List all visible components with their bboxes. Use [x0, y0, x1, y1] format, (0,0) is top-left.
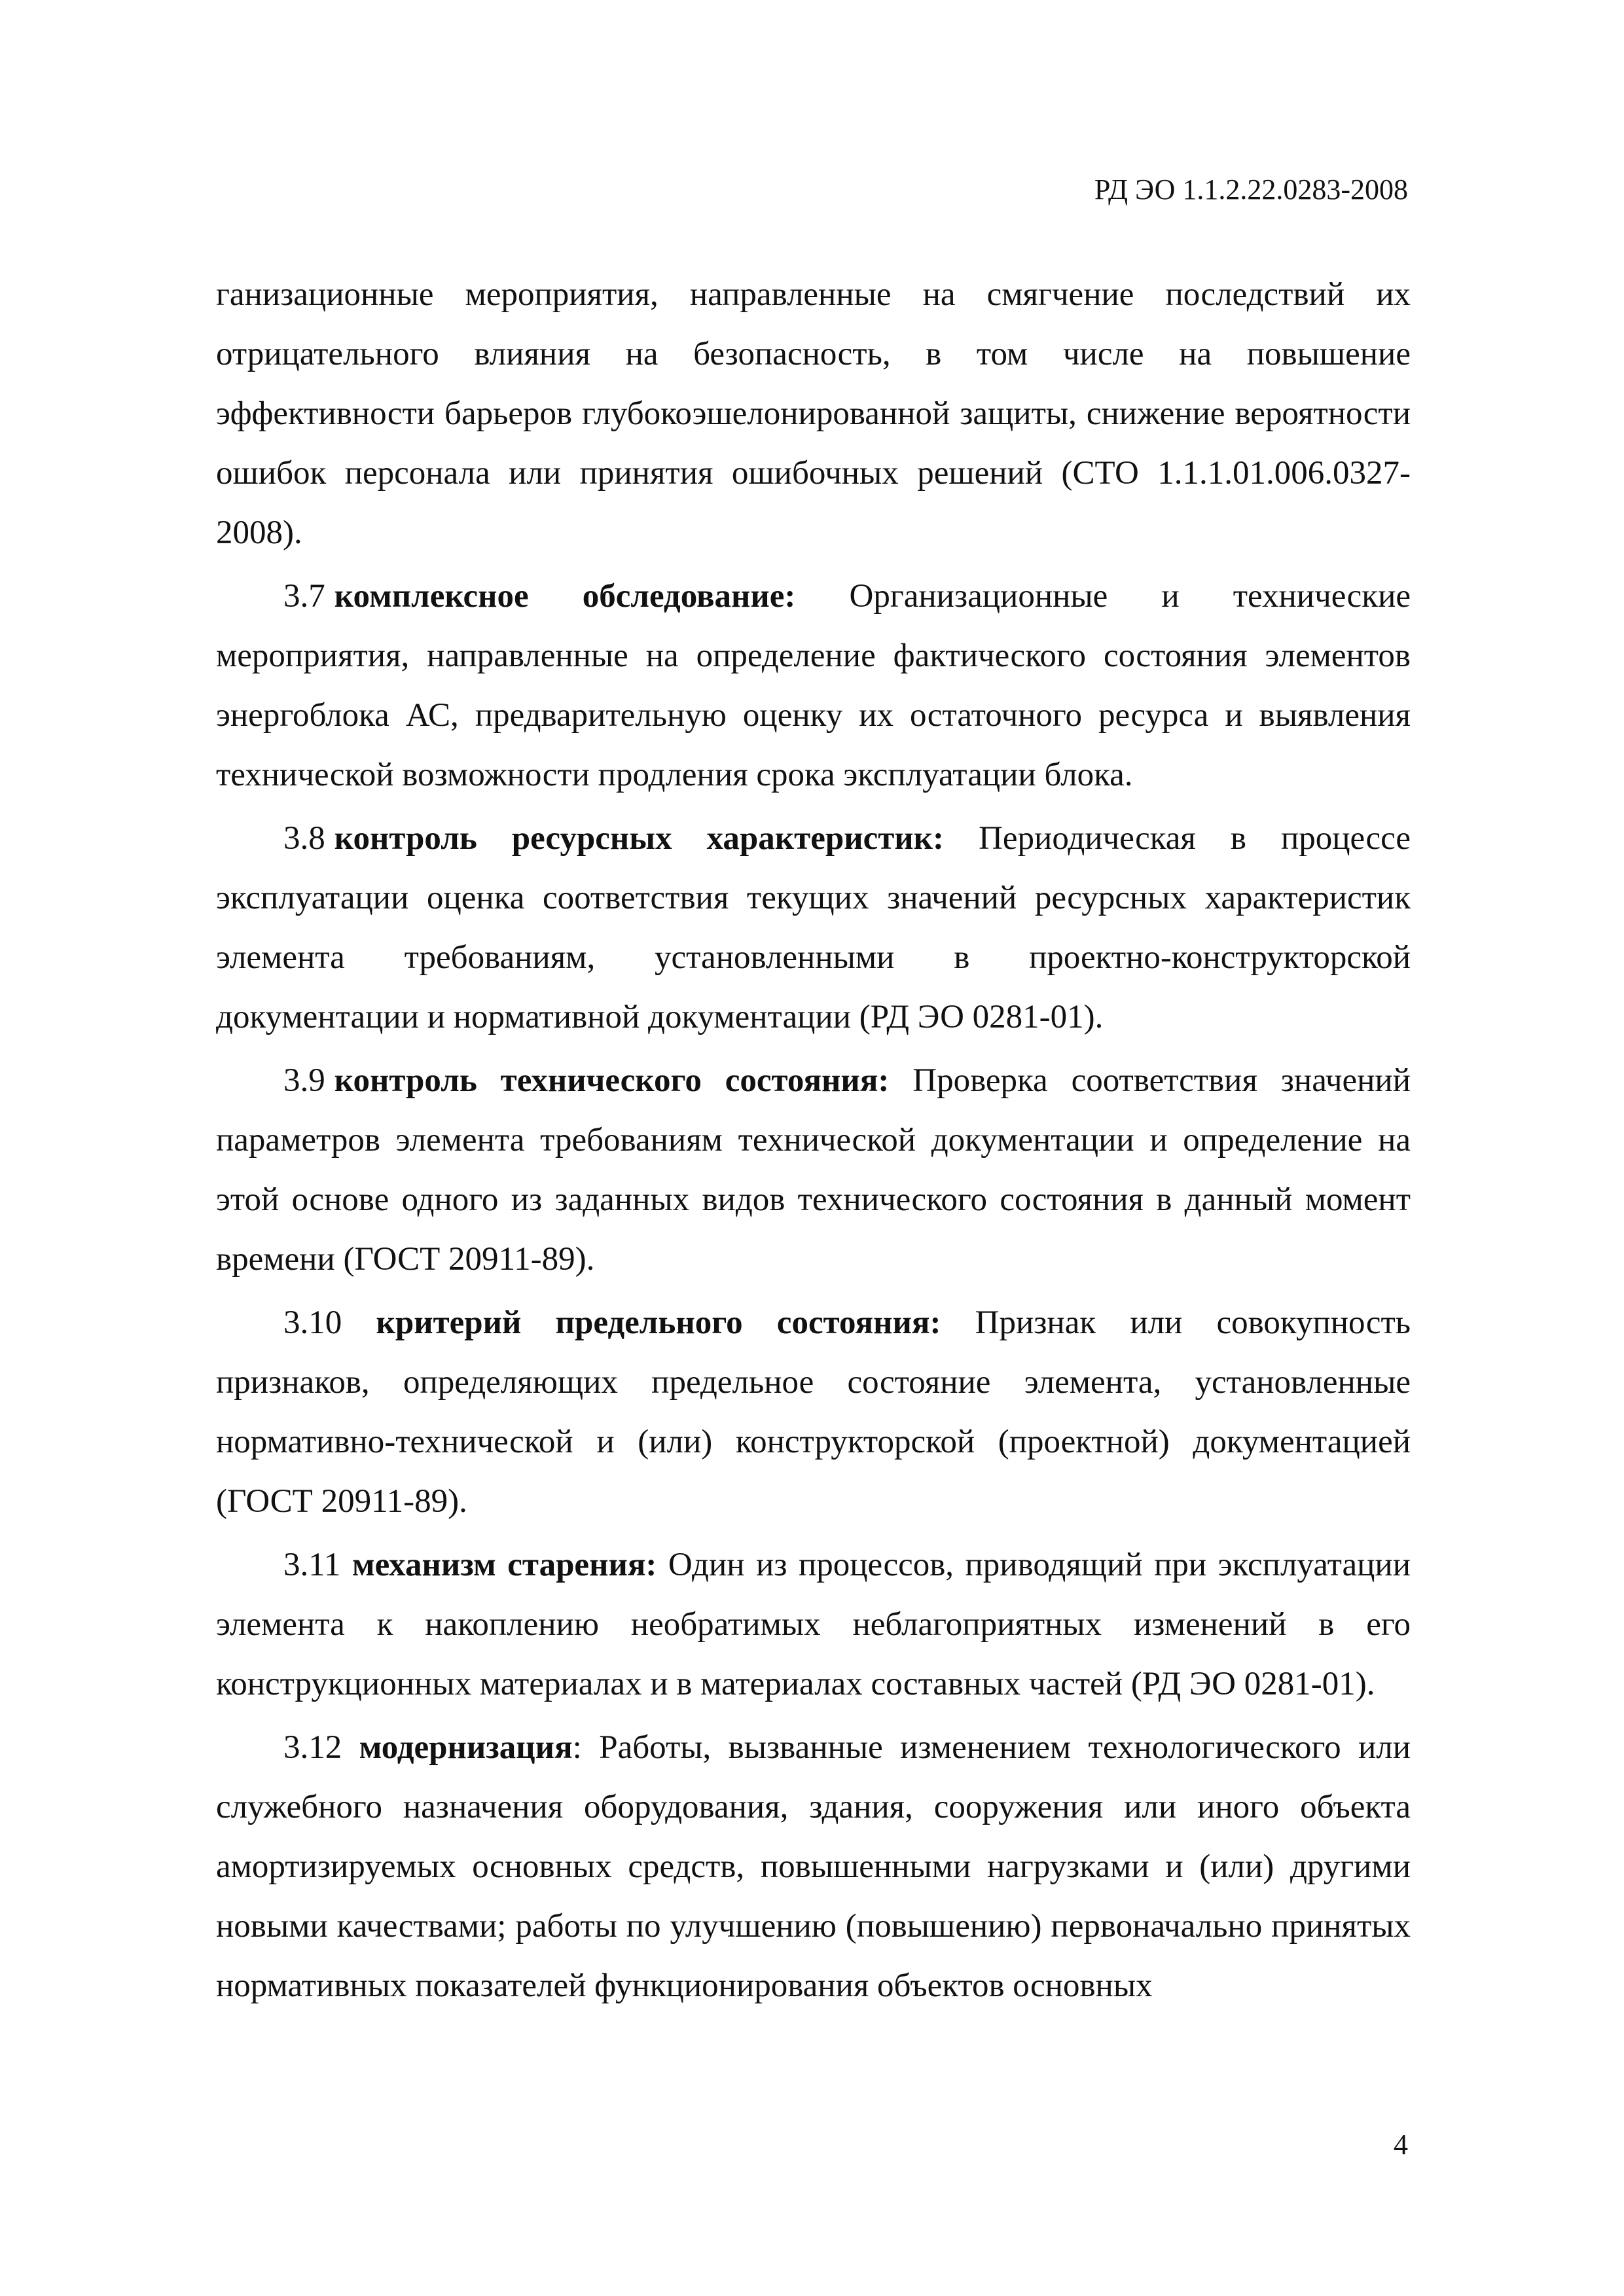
- term-number: 3.9: [283, 1062, 325, 1099]
- term-3-8: [216, 809, 1411, 1047]
- term-definition: Один из процессов, приводящий при эксплуатации элемента к накоплению необратимых неблагоприятных изменений в его конструкционных материалах и в материалах составных частей (РД ЭО 0281-01).: [216, 1547, 1411, 1702]
- term-definition: Признак или совокупность признаков, определяющих предельное состояние элемента, установленные нормативно-технической и (или) конструкторской (проектной) документацией (ГОСТ 20911-89).: [216, 1304, 1411, 1520]
- term-title: контроль ресурсных характеристик:: [334, 820, 945, 857]
- term-number: 3.12: [283, 1729, 342, 1766]
- page-number: 4: [1394, 2128, 1408, 2161]
- term-title: модернизация: [359, 1729, 573, 1766]
- document-body: [216, 265, 1411, 2020]
- term-title: механизм старения:: [352, 1547, 657, 1583]
- term-3-10: [216, 1293, 1411, 1532]
- term-3-12: [216, 1718, 1411, 2016]
- term-3-7: [216, 567, 1411, 805]
- term-title: критерий предельного состояния:: [376, 1304, 941, 1341]
- term-number: 3.8: [283, 820, 325, 857]
- term-definition: Организационные и технические мероприятия, направленные на определение фактического состояния элементов энергоблока АС, предварительную оценку их остаточного ресурса и выявления технической возможности продления срока эксплуатации блока.: [216, 578, 1411, 793]
- term-definition: Периодическая в процессе эксплуатации оценка соответствия текущих значений ресурсных характеристик элемента требованиям, установленными в проектно-конструкторской документации и нормативной документации (РД ЭО 0281-01).: [216, 820, 1411, 1035]
- paragraph-continuation: ганизационные мероприятия, направленные на смягчение последствий их отрицательного влияния на безопасность, в том числе на повышение эффективности барьеров глубокоэшелонированной защиты, снижение вероятности ошибок персонала или принятия ошибочных решений (СТО 1.1.1.01.006.0327-2008).: [216, 276, 1411, 551]
- term-number: 3.7: [283, 578, 325, 615]
- term-definition: : Работы, вызванные изменением технологического или служебного назначения оборудования, здания, сооружения или иного объекта амортизируемых основных средств, повышенными нагрузками и (или) другими новыми качествами; работы по улучшению (повышению) первоначально принятых нормативных показателей функционирования объектов основных: [216, 1729, 1411, 2004]
- term-definition: Проверка соответствия значений параметров элемента требованиям технической документации и определение на этой основе одного из заданных видов технического состояния в данный момент времени (ГОСТ 20911-89).: [216, 1062, 1411, 1278]
- term-title: контроль технического состояния:: [334, 1062, 890, 1099]
- document-code: РД ЭО 1.1.2.22.0283-2008: [1094, 173, 1408, 206]
- term-3-11: [216, 1535, 1411, 1714]
- term-title: комплексное обследование:: [334, 578, 796, 615]
- term-number: 3.10: [283, 1304, 342, 1341]
- term-number: 3.11: [283, 1547, 341, 1583]
- term-3-9: [216, 1051, 1411, 1289]
